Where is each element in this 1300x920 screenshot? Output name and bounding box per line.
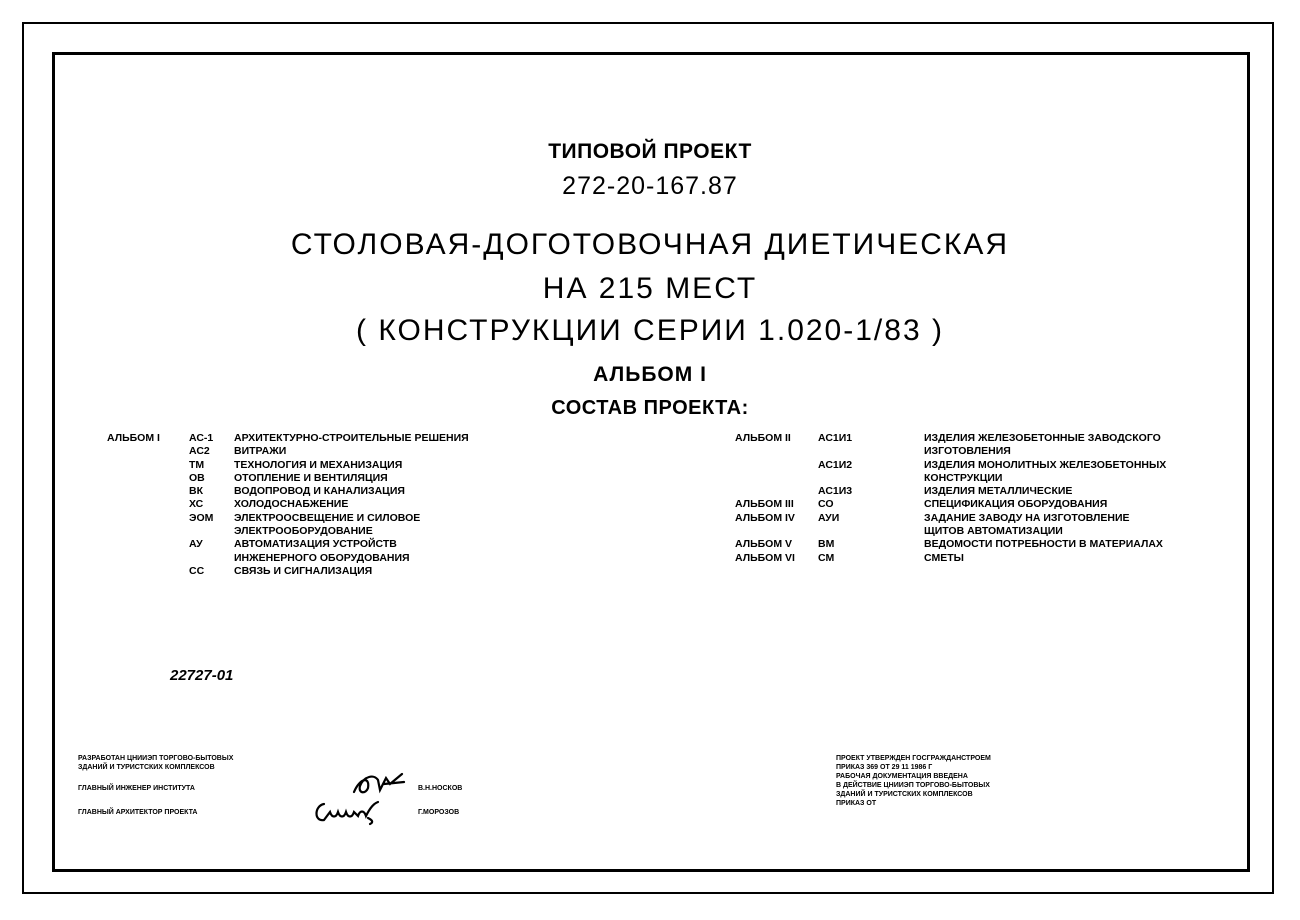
inventory-number: 22727-01 — [170, 667, 234, 684]
section-description: КОНСТРУКЦИИ — [924, 471, 1003, 484]
album-label: АЛЬБОМ IV — [735, 511, 795, 524]
list-item — [107, 512, 527, 525]
list-item — [735, 432, 1205, 445]
list-item — [107, 565, 527, 578]
left-composition-list — [107, 432, 527, 578]
chief-engineer-name: В.Н.НОСКОВ — [418, 785, 463, 792]
chief-engineer-label: ГЛАВНЫЙ ИНЖЕНЕР ИНСТИТУТА — [78, 785, 195, 792]
project-type-title: ТИПОВОЙ ПРОЕКТ — [548, 140, 752, 163]
album-label: АЛЬБОМ II — [735, 432, 791, 444]
list-item — [735, 525, 1205, 538]
list-item — [107, 485, 527, 498]
chief-architect-name: Г.МОРОЗОВ — [418, 809, 460, 816]
approval-line-4: В ДЕЙСТВИЕ ЦНИИЭП ТОРГОВО-БЫТОВЫХ — [836, 782, 990, 789]
section-description: ЗАДАНИЕ ЗАВОДУ НА ИЗГОТОВЛЕНИЕ — [924, 511, 1130, 524]
section-code: СС — [189, 564, 205, 577]
project-construction-series: ( КОНСТРУКЦИИ СЕРИИ 1.020-1/83 ) — [356, 314, 944, 347]
developer-line-1: РАЗРАБОТАН ЦНИИЭП ТОРГОВО-БЫТОВЫХ — [78, 755, 234, 762]
list-item — [735, 485, 1205, 498]
section-description: СВЯЗЬ И СИГНАЛИЗАЦИЯ — [234, 564, 373, 577]
list-item — [735, 472, 1205, 485]
list-item — [735, 538, 1205, 551]
project-capacity: НА 215 МЕСТ — [542, 272, 758, 305]
approval-line-1: ПРОЕКТ УТВЕРЖДЕН ГОСГРАЖДАНСТРОЕМ — [836, 755, 991, 762]
list-item — [735, 552, 1205, 565]
chief-architect-label: ГЛАВНЫЙ АРХИТЕКТОР ПРОЕКТА — [78, 809, 198, 816]
section-description: СМЕТЫ — [924, 551, 964, 564]
section-code: АС2 — [189, 445, 210, 458]
section-code: АУИ — [818, 511, 840, 524]
album-label: АЛЬБОМ I — [107, 432, 160, 444]
section-description: ИЗДЕЛИЯ МЕТАЛЛИЧЕСКИЕ — [924, 485, 1073, 498]
list-item — [735, 445, 1205, 458]
section-description: ИЗГОТОВЛЕНИЯ — [924, 445, 1011, 458]
list-item — [107, 552, 527, 565]
list-item — [107, 472, 527, 485]
section-code: СО — [818, 498, 834, 511]
project-number: 272-20-167.87 — [562, 172, 738, 200]
section-code: ТМ — [189, 458, 205, 471]
project-title: СТОЛОВАЯ-ДОГОТОВОЧНАЯ ДИЕТИЧЕСКАЯ — [290, 228, 1010, 261]
section-description: АРХИТЕКТУРНО-СТРОИТЕЛЬНЫЕ РЕШЕНИЯ — [234, 432, 469, 444]
section-description: ХОЛОДОСНАБЖЕНИЕ — [234, 498, 349, 511]
chief-architect-signature — [312, 798, 382, 826]
section-description: ВИТРАЖИ — [234, 445, 287, 458]
right-composition-list — [735, 432, 1205, 565]
list-item — [107, 525, 527, 538]
section-code: ВМ — [818, 538, 835, 551]
list-item — [735, 512, 1205, 525]
album-label: АЛЬБОМ VI — [735, 551, 795, 564]
list-item — [107, 432, 527, 445]
section-code: АУ — [189, 538, 203, 551]
album-label: АЛЬБОМ III — [735, 498, 794, 511]
section-description: СПЕЦИФИКАЦИЯ ОБОРУДОВАНИЯ — [924, 498, 1108, 511]
section-code: АС1И2 — [818, 458, 853, 471]
composition-heading: СОСТАВ ПРОЕКТА: — [551, 397, 749, 419]
section-description: ЭЛЕКТРООСВЕЩЕНИЕ И СИЛОВОЕ — [234, 511, 421, 524]
section-description: АВТОМАТИЗАЦИЯ УСТРОЙСТВ — [234, 538, 397, 551]
section-code: ЭОМ — [189, 511, 214, 524]
section-description: ИНЖЕНЕРНОГО ОБОРУДОВАНИЯ — [234, 551, 410, 564]
section-code: АС1И3 — [818, 485, 853, 498]
section-code: ХС — [189, 498, 204, 511]
section-description: ИЗДЕЛИЯ МОНОЛИТНЫХ ЖЕЛЕЗОБЕТОННЫХ — [924, 458, 1167, 471]
chief-engineer-signature — [350, 770, 406, 798]
section-code: СМ — [818, 551, 835, 564]
list-item — [735, 459, 1205, 472]
section-description: ЩИТОВ АВТОМАТИЗАЦИИ — [924, 525, 1063, 538]
approval-line-5: ЗДАНИЙ И ТУРИСТСКИХ КОМПЛЕКСОВ — [836, 791, 973, 798]
section-code: АС-1 — [189, 432, 214, 444]
list-item — [107, 445, 527, 458]
approval-line-6: ПРИКАЗ ОТ — [836, 800, 877, 807]
section-code: ОВ — [189, 471, 205, 484]
approval-line-2: ПРИКАЗ 369 ОТ 29 11 1986 Г — [836, 764, 933, 771]
section-description: ОТОПЛЕНИЕ И ВЕНТИЛЯЦИЯ — [234, 471, 388, 484]
list-item — [735, 498, 1205, 511]
section-code: АС1И1 — [818, 432, 853, 444]
section-description: ТЕХНОЛОГИЯ И МЕХАНИЗАЦИЯ — [234, 458, 403, 471]
list-item — [107, 498, 527, 511]
section-description: ЭЛЕКТРООБОРУДОВАНИЕ — [234, 525, 373, 538]
section-description: ВОДОПРОВОД И КАНАЛИЗАЦИЯ — [234, 485, 405, 498]
list-item — [107, 538, 527, 551]
section-description: ВЕДОМОСТИ ПОТРЕБНОСТИ В МАТЕРИАЛАХ — [924, 538, 1163, 551]
section-description: ИЗДЕЛИЯ ЖЕЛЕЗОБЕТОННЫЕ ЗАВОДСКОГО — [924, 432, 1161, 444]
album-title: АЛЬБОМ I — [593, 363, 707, 386]
section-code: ВК — [189, 485, 203, 498]
list-item — [107, 459, 527, 472]
approval-line-3: РАБОЧАЯ ДОКУМЕНТАЦИЯ ВВЕДЕНА — [836, 773, 968, 780]
album-label: АЛЬБОМ V — [735, 538, 793, 551]
developer-line-2: ЗДАНИЙ И ТУРИСТСКИХ КОМПЛЕКСОВ — [78, 764, 215, 771]
